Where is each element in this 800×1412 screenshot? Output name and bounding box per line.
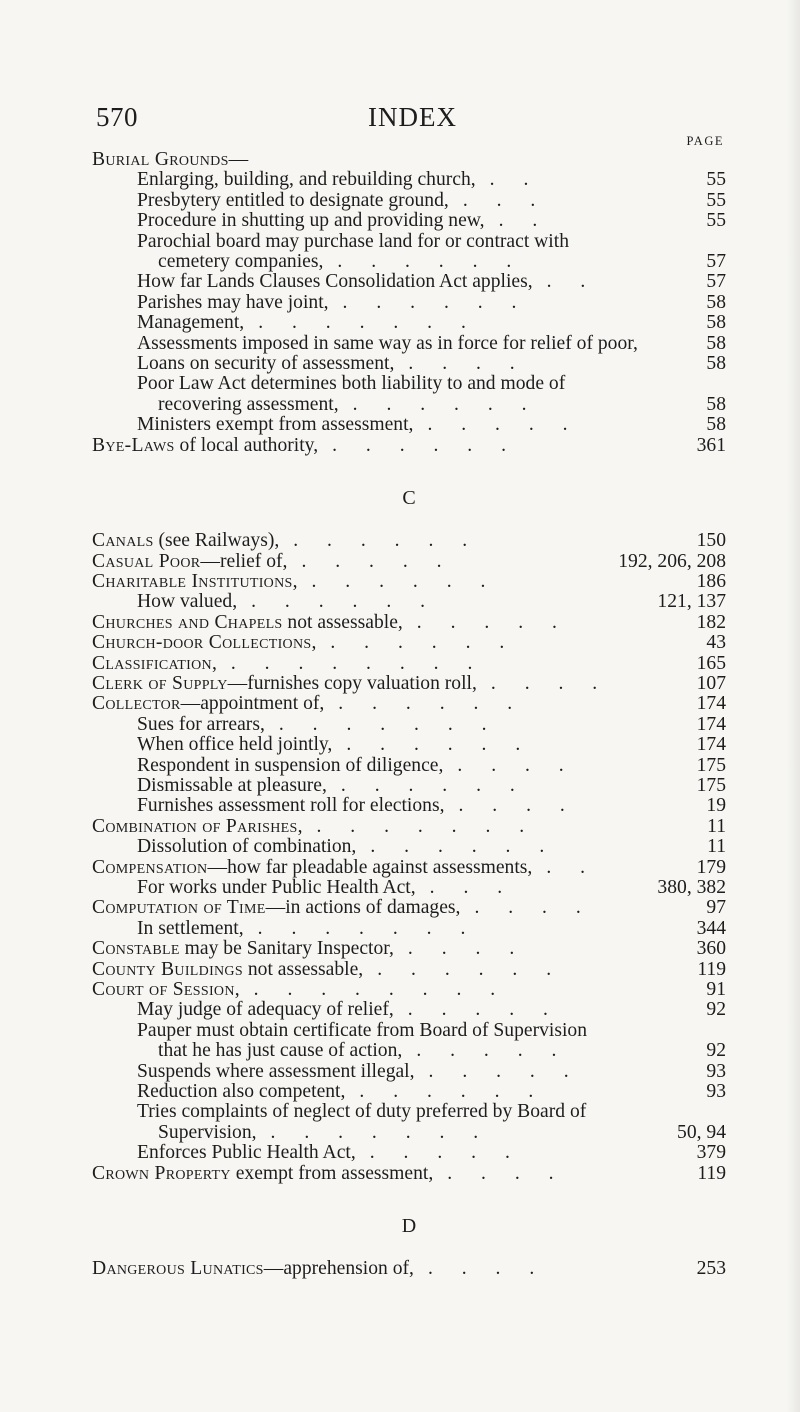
entry-page: 58 [706,393,726,415]
index-entry-continued: that he has just cause of action, . . . . . 92 [158,1040,726,1062]
index-heading: Church-door Collections, . . . . . . 43 [92,632,726,654]
entry-page: 93 [706,1081,726,1103]
entry-page: 92 [706,999,726,1021]
entry-page: 344 [696,917,726,939]
index-entry: Loans on security of assessment, . . . . 58 [137,353,726,375]
index-entry: Pauper must obtain certificate from Board of Supervision [137,1019,587,1041]
index-heading: Crown Property exempt from assessment, . . . . 119 [92,1162,726,1184]
index-entry: May judge of adequacy of relief, . . . . . 92 [137,999,726,1021]
index-heading: Canals (see Railways), . . . . . . 150 [92,530,726,552]
index-heading: Classification, . . . . . . . . 165 [92,652,726,674]
entry-page: 58 [706,414,726,436]
index-entry: For works under Public Health Act, . . . 380, 382 [137,877,726,898]
entry-page: 19 [706,795,726,817]
entry-page: 192, 206, 208 [618,550,726,572]
section-letter-c: C [402,487,416,510]
entry-page: 121, 137 [657,591,726,613]
index-heading: Charitable Institutions, . . . . . . 186 [92,570,726,592]
index-list [92,150,726,1280]
index-heading: County Buildings not assessable, . . . . . . 119 [92,958,726,980]
index-entry: Enforces Public Health Act, . . . . . 379 [137,1142,726,1164]
entry-page: 55 [706,189,726,211]
index-entry: When office held jointly, . . . . . . 174 [137,734,726,756]
index-entry: How valued, . . . . . . 121, 137 [137,591,726,613]
index-entry: Parochial board may purchase land for or contract with [137,230,569,252]
index-heading: Constable may be Sanitary Inspector, . . . . 360 [92,938,726,960]
entry-page: 55 [706,169,726,191]
index-entry-continued: Supervision, . . . . . . . 50, 94 [158,1121,726,1143]
entry-page: 91 [706,979,726,1001]
index-entry: Respondent in suspension of diligence, . . . . 175 [137,754,726,776]
entry-page: 58 [706,332,726,354]
entry-page: 119 [697,958,726,980]
entry-page: 119 [697,1162,726,1184]
index-heading: Clerk of Supply—furnishes copy valuation roll, . . . . 107 [92,672,726,694]
entry-page: 380, 382 [657,877,726,898]
entry-page: 174 [696,693,726,715]
entry-page: 55 [706,210,726,232]
index-entry: How far Lands Clauses Consolidation Act applies, . . 57 [137,271,726,293]
index-entry-continued: recovering assessment, . . . . . . 58 [158,393,726,415]
index-entry: Enlarging, building, and rebuilding church, . . 55 [137,169,726,191]
entry-page: 253 [696,1258,726,1280]
entry-page: 11 [707,815,726,837]
entry-page: 57 [706,251,726,273]
index-entry: Dismissable at pleasure, . . . . . . 175 [137,774,726,796]
index-entry: Suspends where assessment illegal, . . . . . 93 [137,1060,726,1082]
entry-page: 165 [696,652,726,674]
index-entry: Poor Law Act determines both liability to and mode of [137,373,566,395]
index-entry: Procedure in shutting up and providing new, . . 55 [137,210,726,232]
entry-page: 58 [706,312,726,334]
index-heading: Dangerous Lunatics—apprehension of, . . . . 253 [92,1258,726,1280]
page-edge-shadow [786,0,800,1412]
entry-page: 58 [706,353,726,375]
entry-page: 150 [696,530,726,552]
entry-page: 93 [706,1060,726,1082]
entry-page: 50, 94 [677,1121,726,1143]
entry-page: 57 [706,271,726,293]
index-entry: Parishes may have joint, . . . . . . 58 [137,291,726,313]
index-entry: In settlement, . . . . . . . 344 [137,917,726,939]
entry-page: 379 [696,1142,726,1164]
entry-page: 58 [706,291,726,313]
index-heading: Combination of Parishes, . . . . . . . 11 [92,815,726,837]
index-heading: Computation of Time—in actions of damages, . . . . 97 [92,897,726,919]
index-heading: Churches and Chapels not assessable, . . . . . 182 [92,611,726,633]
index-entry: Management, . . . . . . . 58 [137,312,726,334]
entry-page: 174 [696,713,726,735]
index-heading: Collector—appointment of, . . . . . . 174 [92,693,726,715]
entry-page: 179 [696,856,726,878]
entry-page: 97 [706,897,726,919]
entry-page: 92 [706,1040,726,1062]
index-heading: Casual Poor—relief of, . . . . . 192, 206, 208 [92,550,726,572]
page-number: 570 [96,102,138,132]
index-entry: Assessments imposed in same way as in force for relief of poor, 58 [137,332,726,354]
entry-page: 360 [696,938,726,960]
index-heading: Bye-Laws of local authority, . . . . . . 361 [92,434,726,456]
index-heading: Compensation—how far pleadable against assessments, . . 179 [92,856,726,878]
index-entry-continued: cemetery companies, . . . . . . 57 [158,251,726,273]
index-heading: Court of Session, . . . . . . . . 91 [92,979,726,1001]
index-entry: Furnishes assessment roll for elections, . . . . 19 [137,795,726,817]
index-entry: Reduction also competent, . . . . . . 93 [137,1081,726,1103]
running-header [96,102,726,132]
entry-page: 186 [696,570,726,592]
entry-page: 11 [707,836,726,858]
entry-page: 107 [696,672,726,694]
section-letter-d: D [401,1215,417,1238]
index-entry: Sues for arrears, . . . . . . . 174 [137,713,726,735]
entry-page: 361 [696,434,726,456]
index-heading: Burial Grounds— [92,149,249,170]
entry-page: 43 [706,632,726,654]
entry-page: 175 [696,754,726,776]
index-entry: Ministers exempt from assessment, . . . . . 58 [137,414,726,436]
entry-page: 174 [696,734,726,756]
index-entry: Dissolution of combination, . . . . . . 11 [137,836,726,858]
page-column-label: PAGE [686,134,724,148]
entry-page: 175 [696,774,726,796]
index-entry: Tries complaints of neglect of duty preferred by Board of [137,1101,587,1123]
running-title: INDEX [368,102,457,132]
index-entry: Presbytery entitled to designate ground, . . . 55 [137,189,726,211]
entry-page: 182 [696,611,726,633]
